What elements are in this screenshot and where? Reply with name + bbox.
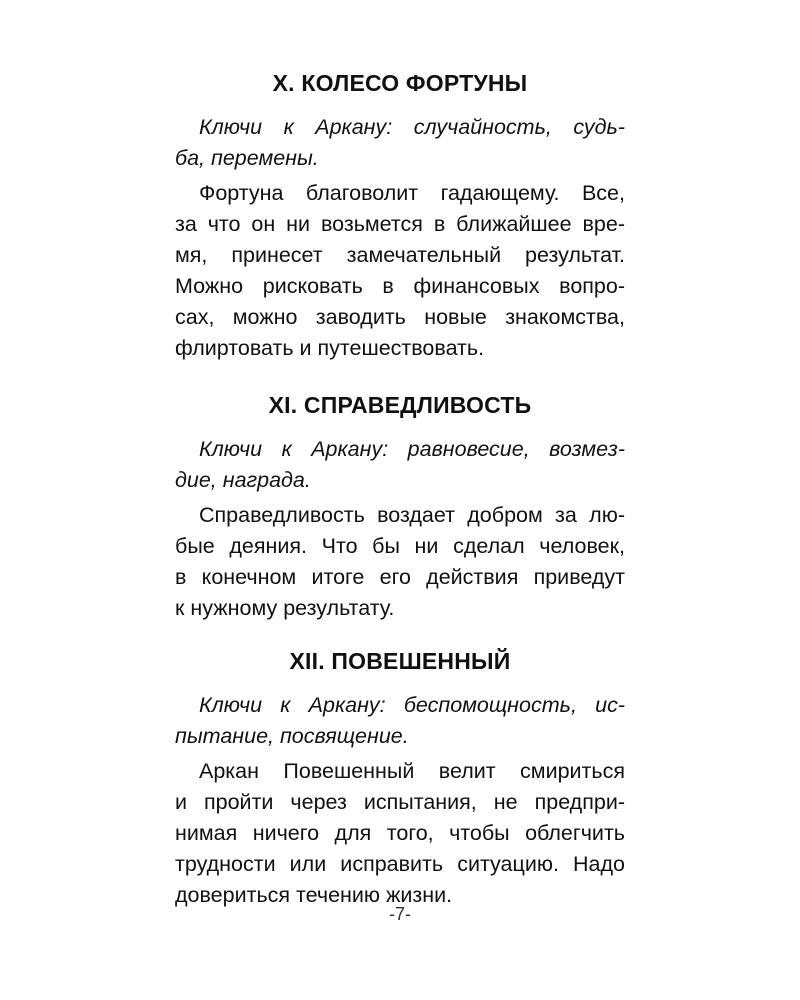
section-hanged-man: [175, 646, 625, 911]
body-line: за что он ни возьмется в ближайшее вре-: [175, 212, 625, 236]
page-number: -7-: [389, 904, 411, 924]
arcana-keys: [175, 690, 625, 752]
section-body: [175, 178, 625, 364]
body-line: Аркан Повешенный велит смириться: [199, 759, 625, 783]
body-line: и пройти через испытания, не предпри-: [175, 790, 625, 814]
arcana-keys: [175, 434, 625, 496]
keys-line: пытание, посвящение.: [175, 724, 409, 748]
keys-line: Ключи к Аркану: беспомощность, ис-: [199, 693, 625, 717]
body-line: флиртовать и путешествовать.: [175, 336, 485, 360]
section-body: [175, 500, 625, 624]
section-wheel-of-fortune: [175, 68, 625, 364]
keys-line: Ключи к Аркану: случайность, судь-: [199, 115, 625, 139]
section-heading: XII. ПОВЕШЕННЫЙ: [289, 648, 511, 674]
body-line: в конечном итоге его действия приведут: [175, 565, 625, 589]
keys-line: Ключи к Аркану: равновесие, возмез-: [199, 437, 625, 461]
keys-line: ба, перемены.: [175, 146, 319, 170]
section-heading: XI. СПРАВЕДЛИВОСТЬ: [268, 392, 532, 418]
section-justice: [175, 390, 625, 624]
body-line: Можно рисковать в финансовых вопро-: [175, 274, 625, 298]
section-body: [175, 756, 625, 911]
body-line: бые деяния. Что бы ни сделал человек,: [175, 534, 625, 558]
section-heading: X. КОЛЕСО ФОРТУНЫ: [272, 70, 528, 96]
body-line: Фортуна благоволит гадающему. Все,: [199, 181, 625, 205]
arcana-keys: [175, 112, 625, 174]
body-line: к нужному результату.: [175, 596, 395, 620]
body-line: нимая ничего для того, чтобы облегчить: [175, 821, 625, 845]
body-line: мя, принесет замечательный результат.: [175, 243, 625, 267]
body-line: трудности или исправить ситуацию. Надо: [175, 852, 625, 876]
body-line: сах, можно заводить новые знакомства,: [175, 305, 625, 329]
keys-line: дие, награда.: [175, 468, 311, 492]
body-line: Справедливость воздает добром за лю-: [199, 503, 625, 527]
body-line: довериться течению жизни.: [175, 883, 453, 907]
